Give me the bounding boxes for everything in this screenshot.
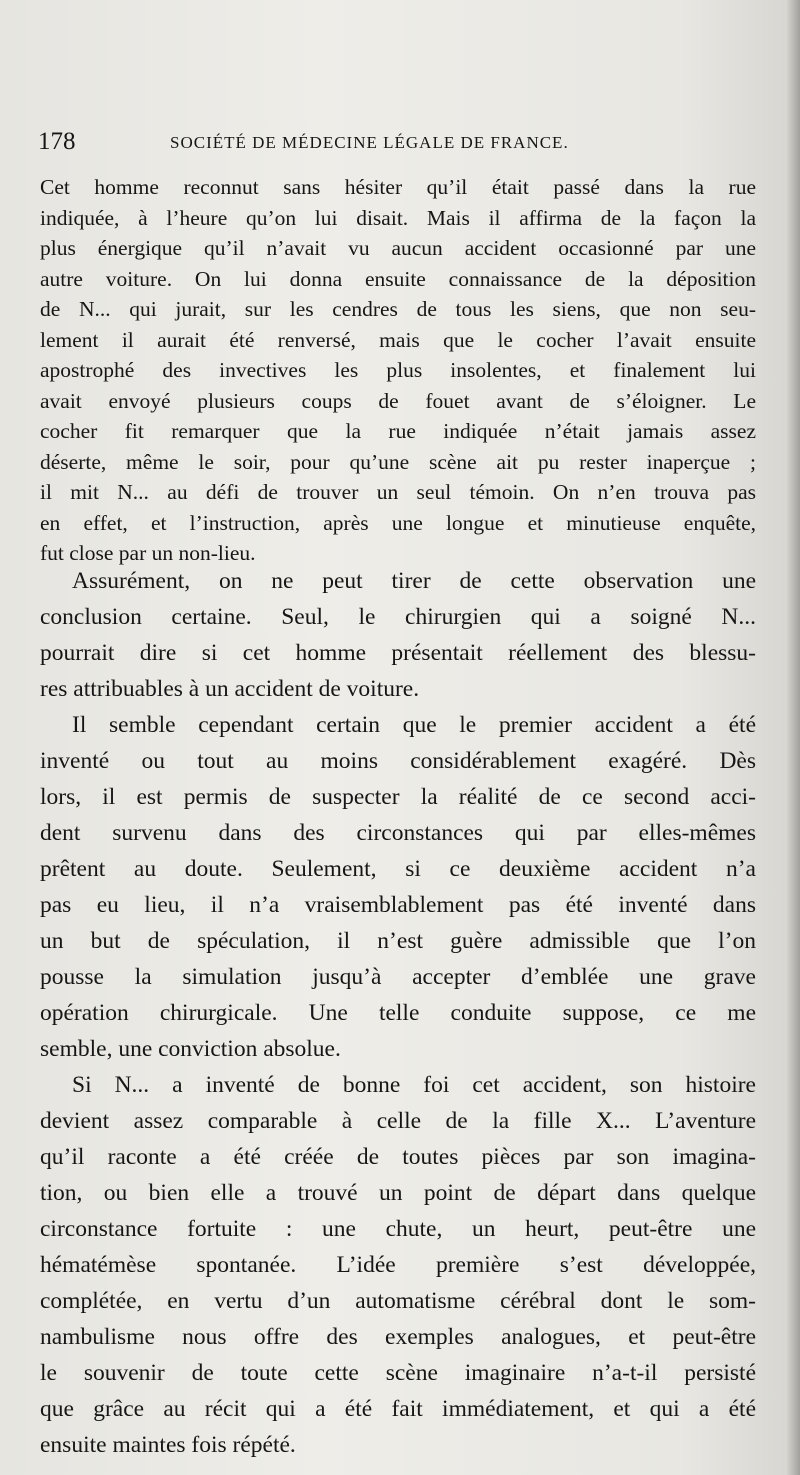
text-line: pas eu lieu, il n’a vraisemblablement pas été inventé dans <box>40 892 756 918</box>
text-line: Si N... a inventé de bonne foi cet accident, son histoire <box>72 1072 756 1098</box>
running-head: SOCIÉTÉ DE MÉDECINE LÉGALE DE FRANCE. <box>170 133 569 152</box>
text-line: avait envoyé plusieurs coups de fouet avant de s’éloigner. Le <box>40 388 756 413</box>
text-line: en effet, et l’instruction, après une longue et minutieuse enquête, <box>40 510 756 535</box>
text-line: prêtent au doute. Seulement, si ce deuxième accident n’a <box>40 856 756 882</box>
text-line: que grâce au récit qui a été fait immédiatement, et qui a été <box>40 1396 756 1422</box>
text-line: res attribuables à un accident de voiture. <box>40 676 420 702</box>
text-line: lors, il est permis de suspecter la réalité de ce second acci- <box>40 784 756 810</box>
text-line: Il semble cependant certain que le premier accident a été <box>72 712 756 738</box>
text-line: hématémèse spontanée. L’idée première s’est développée, <box>40 1252 756 1278</box>
text-line: lement il aurait été renversé, mais que le cocher l’avait ensuite <box>40 327 756 352</box>
text-line: tion, ou bien elle a trouvé un point de départ dans quelque <box>40 1180 756 1206</box>
text-line: circonstance fortuite : une chute, un heurt, peut-être une <box>40 1216 756 1242</box>
text-line: Cet homme reconnut sans hésiter qu’il était passé dans la rue <box>40 175 756 199</box>
text-line: plus énergique qu’il n’avait vu aucun accident occasionné par une <box>40 236 756 260</box>
text-line: cocher fit remarquer que la rue indiquée n’était jamais assez <box>40 419 756 443</box>
text-line: indiquée, à l’heure qu’on lui disait. Mais il affirma de la façon la <box>40 205 756 230</box>
text-line: dent survenu dans des circonstances qui par elles-mêmes <box>40 820 756 846</box>
page-number: 178 <box>38 128 76 155</box>
text-line: opération chirurgicale. Une telle conduite suppose, ce me <box>40 1000 756 1026</box>
text-line: autre voiture. On lui donna ensuite connaissance de la déposition <box>40 266 756 291</box>
text-line: qu’il raconte a été créée de toutes pièces par son imagina- <box>40 1144 756 1170</box>
text-line: fut close par un non-lieu. <box>40 541 256 565</box>
text-line: ensuite maintes fois répété. <box>40 1432 296 1458</box>
text-line: devient assez comparable à celle de la fille X... L’aventure <box>40 1108 756 1134</box>
text-line: apostrophé des invectives les plus insolentes, et finalement lui <box>40 358 756 382</box>
text-line: un but de spéculation, il n’est guère admissible que l’on <box>40 928 756 954</box>
text-line: semble, une conviction absolue. <box>40 1036 341 1062</box>
text-line: complétée, en vertu d’un automatisme cérébral dont le som- <box>40 1288 756 1314</box>
text-line: inventé ou tout au moins considérablement exagéré. Dès <box>40 748 756 774</box>
text-line: nambulisme nous offre des exemples analogues, et peut-être <box>40 1324 756 1350</box>
text-line: il mit N... au défi de trouver un seul témoin. On n’en trouva pas <box>40 480 756 504</box>
page-header <box>38 128 758 158</box>
paragraph-block-small <box>40 172 756 569</box>
text-line: déserte, même le soir, pour qu’une scène ait pu rester inaperçue ; <box>40 449 756 474</box>
text-line: de N... qui jurait, sur les cendres de tous les siens, que non seu- <box>40 297 756 321</box>
paragraph-block-large <box>40 563 756 1463</box>
text-line: pourrait dire si cet homme présentait réellement des blessu- <box>40 640 756 666</box>
text-line: Assurément, on ne peut tirer de cette observation une <box>72 568 756 594</box>
page-spine-shadow <box>786 0 800 1475</box>
text-line: conclusion certaine. Seul, le chirurgien qui a soigné N... <box>40 604 756 630</box>
text-line: le souvenir de toute cette scène imaginaire n’a-t-il persisté <box>40 1360 756 1386</box>
text-line: pousse la simulation jusqu’à accepter d’emblée une grave <box>40 964 756 990</box>
